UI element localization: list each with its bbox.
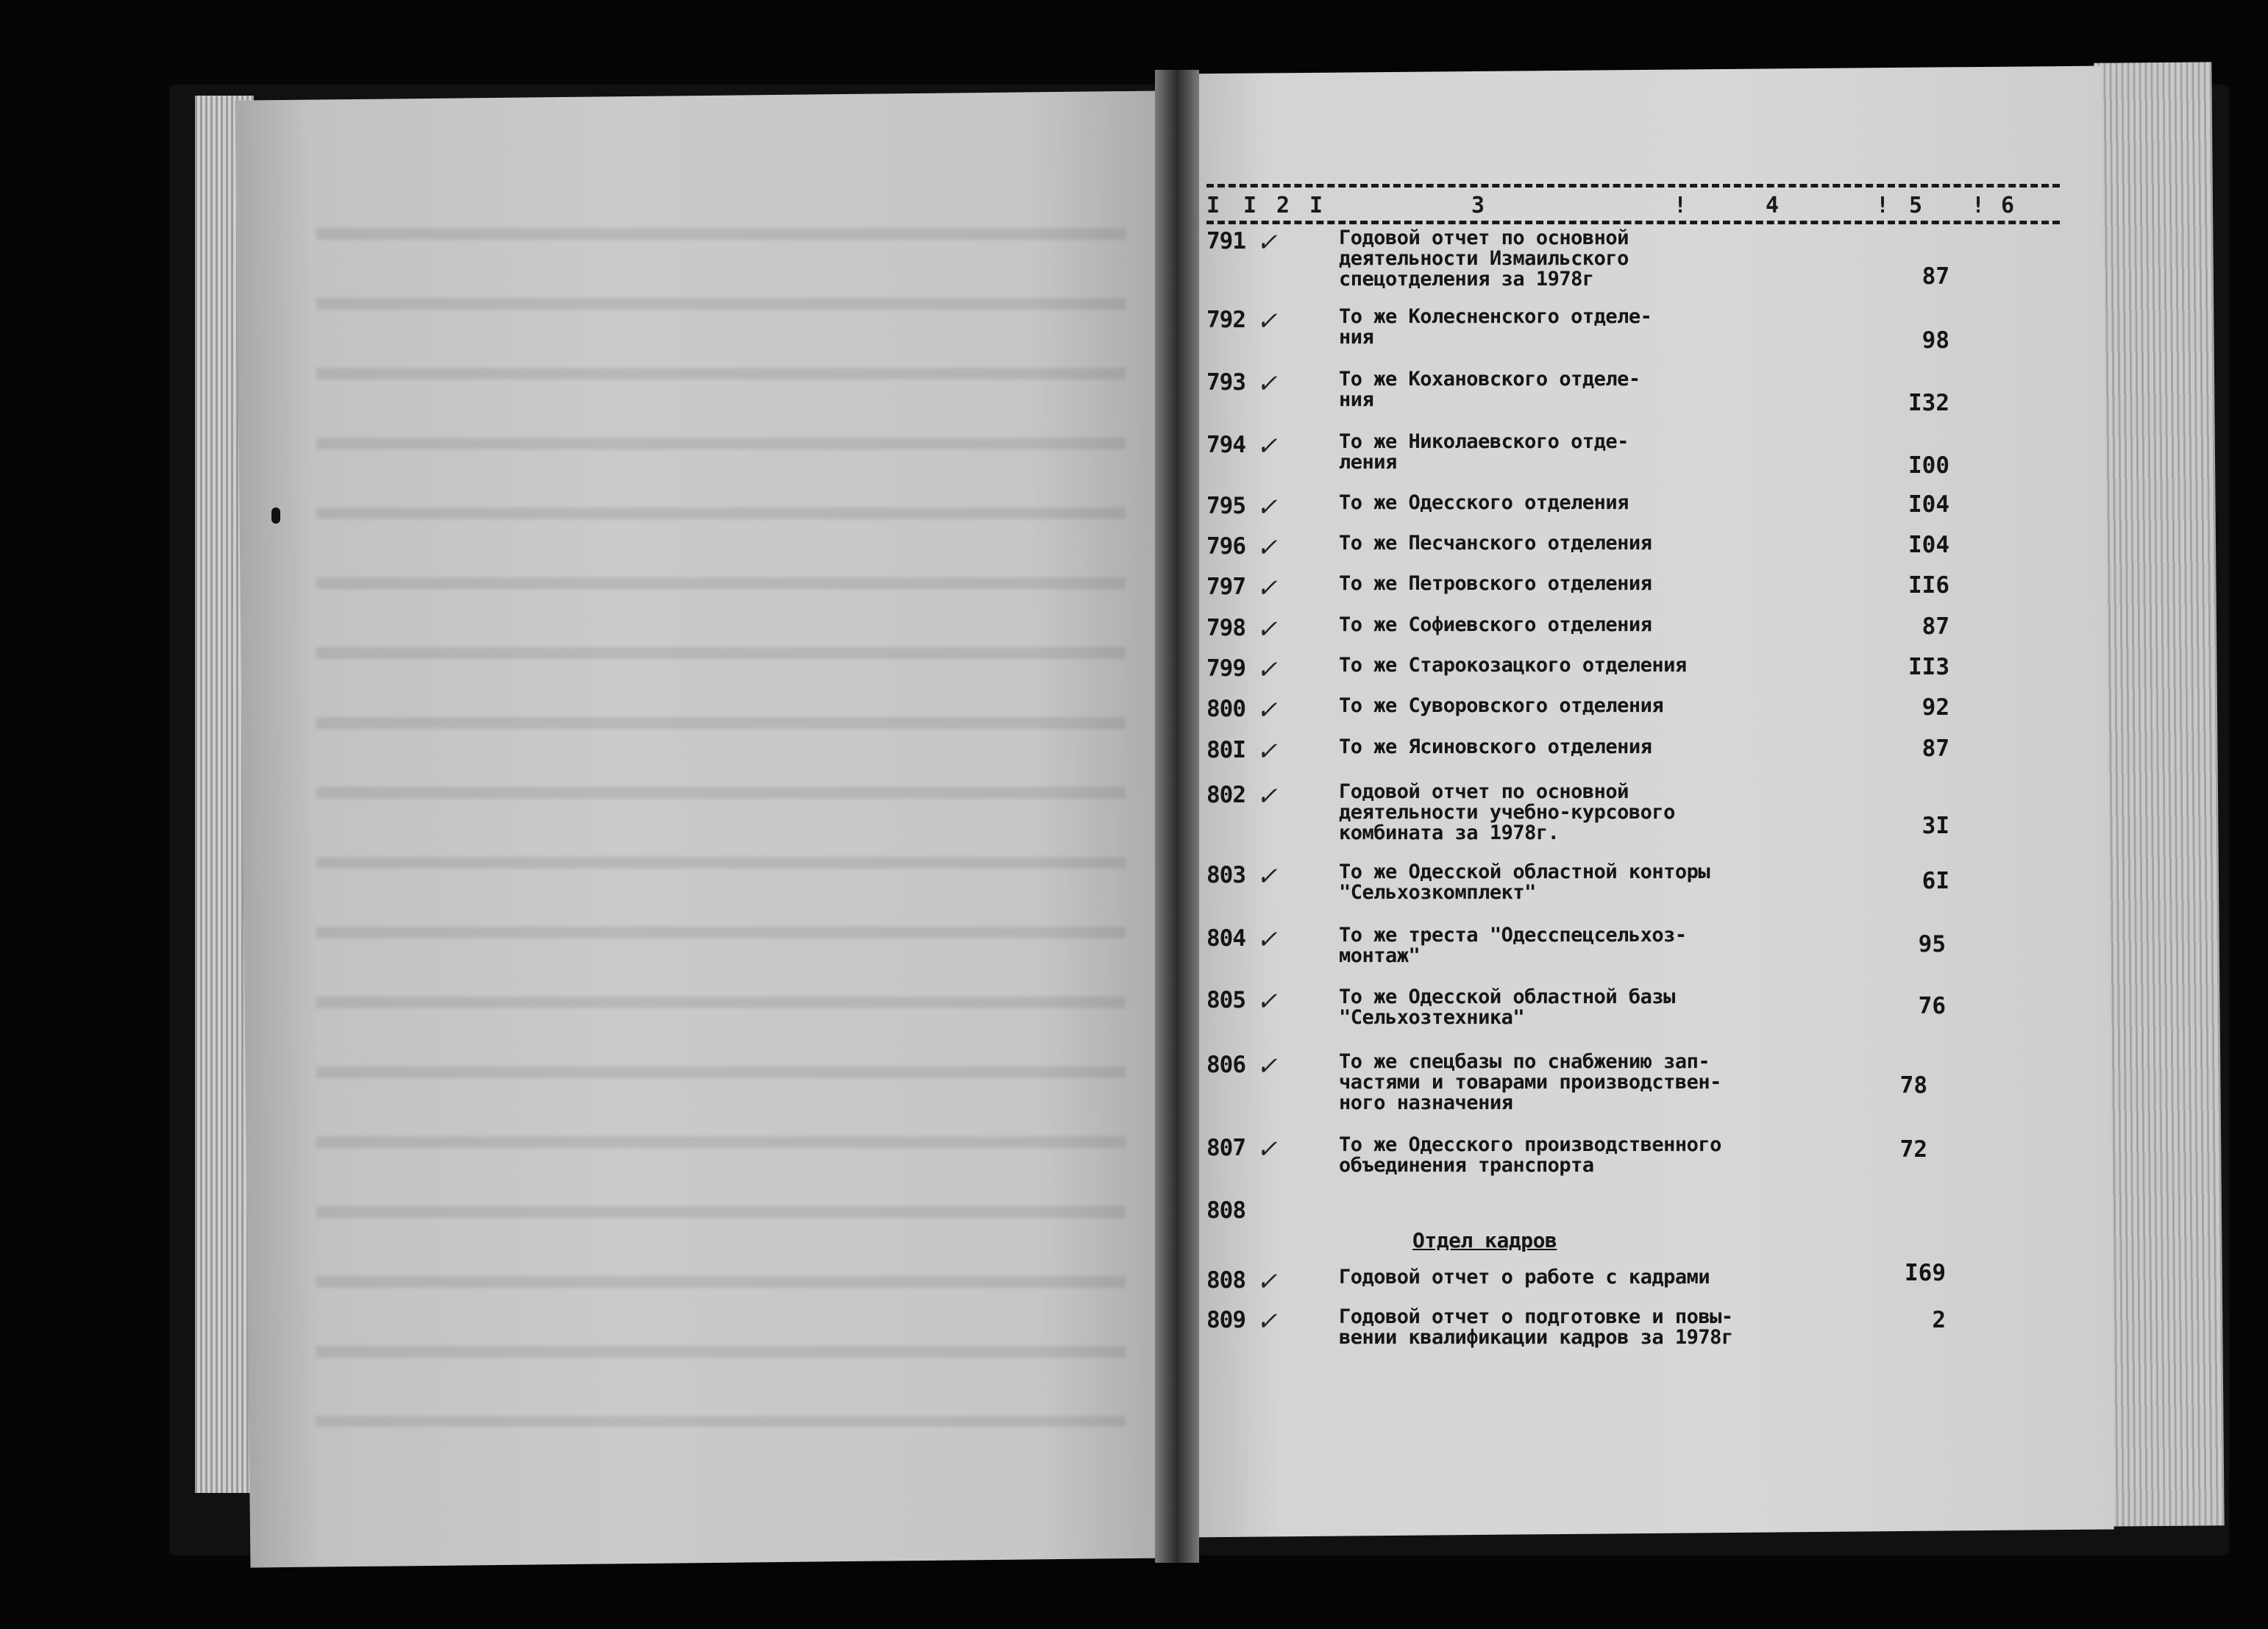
checkmark-icon: ✓	[1256, 782, 1278, 811]
checkmark-icon: ✓	[1256, 1267, 1278, 1297]
row-description: То же Одесского производственного объединения транспорта	[1339, 1133, 1721, 1177]
book-gutter	[1155, 70, 1199, 1563]
row-pages: 3I	[1922, 813, 1949, 839]
row-description: То же Одесского отделения	[1339, 491, 1629, 514]
checkmark-icon: ✓	[1256, 696, 1278, 725]
checkmark-icon: ✓	[1256, 615, 1278, 644]
row-description: То же Колесненского отделе- ния	[1339, 305, 1652, 349]
checkmark-icon: ✓	[1256, 655, 1278, 685]
checkmark-icon: ✓	[1256, 369, 1278, 399]
row-number: 800	[1206, 696, 1245, 722]
row-number: 791	[1206, 228, 1245, 254]
row-pages: II6	[1908, 572, 1949, 599]
row-pages: 72	[1899, 1136, 1927, 1163]
row-pages: I04	[1908, 491, 1949, 518]
col-header-3: 2	[1276, 193, 1290, 218]
row-number: 807	[1206, 1135, 1245, 1161]
row-description: То же Старокозацкого отделения	[1339, 654, 1687, 677]
row-pages: 76	[1918, 993, 1946, 1019]
col-header-4: I	[1309, 193, 1323, 218]
col-header-sep-2: !	[1876, 193, 1890, 218]
checkmark-icon: ✓	[1256, 925, 1278, 955]
col-header-1: I	[1206, 193, 1220, 218]
row-number: 798	[1206, 615, 1245, 641]
row-number: 80I	[1206, 737, 1245, 763]
row-description: То же Софиевского отделения	[1339, 613, 1652, 636]
row-number: 797	[1206, 574, 1245, 600]
row-pages: I00	[1908, 452, 1949, 479]
checkmark-icon: ✓	[1256, 228, 1278, 257]
row-number: 808	[1206, 1197, 1245, 1224]
header-top-rule	[1206, 184, 2060, 188]
row-pages: I32	[1908, 390, 1949, 416]
section-heading: Отдел кадров	[1412, 1228, 1557, 1252]
row-description: То же Николаевского отде- ления	[1339, 430, 1629, 474]
row-number: 803	[1206, 862, 1245, 888]
checkmark-icon: ✓	[1256, 862, 1278, 891]
row-number: 795	[1206, 493, 1245, 519]
row-pages: 87	[1922, 735, 1949, 762]
checkmark-icon: ✓	[1256, 432, 1278, 461]
left-page-bleedthrough	[316, 177, 1126, 1427]
col-header-6: 4	[1766, 193, 1780, 218]
row-number: 804	[1206, 925, 1245, 952]
row-description: То же Суворовского отделения	[1339, 694, 1664, 717]
header-bottom-rule	[1206, 221, 2060, 224]
row-description: Годовой отчет о подготовке и повы- вении квалификации кадров за 1978г	[1339, 1305, 1733, 1349]
col-header-2: I	[1243, 193, 1257, 218]
row-pages: 92	[1922, 694, 1949, 721]
binding-hole	[271, 507, 280, 524]
checkmark-icon: ✓	[1256, 987, 1278, 1016]
row-number: 792	[1206, 307, 1245, 333]
row-description: То же Ясиновского отделения	[1339, 735, 1652, 758]
checkmark-icon: ✓	[1256, 1052, 1278, 1081]
row-description: Годовой отчет по основной деятельности учебно-курсового комбината за 1978г.	[1339, 780, 1675, 844]
row-pages: 98	[1922, 327, 1949, 354]
row-number: 805	[1206, 987, 1245, 1013]
row-pages: 78	[1899, 1072, 1927, 1099]
row-description: То же треста "Одесспецсельхоз- монтаж"	[1339, 924, 1687, 967]
checkmark-icon: ✓	[1256, 493, 1278, 522]
row-pages: 95	[1918, 931, 1946, 958]
checkmark-icon: ✓	[1256, 1135, 1278, 1164]
col-header-5: 3	[1471, 193, 1485, 218]
col-header-8: 6	[2001, 193, 2015, 218]
row-description: То же Петровского отделения	[1339, 572, 1652, 595]
col-header-sep-1: !	[1674, 193, 1688, 218]
row-description: То же Песчанского отделения	[1339, 532, 1652, 555]
col-header-7: 5	[1909, 193, 1923, 218]
row-pages: 2	[1932, 1307, 1946, 1333]
row-description: Годовой отчет по основной деятельности Измаильского спецотделения за 1978г	[1339, 227, 1629, 290]
checkmark-icon: ✓	[1256, 307, 1278, 336]
row-number: 799	[1206, 655, 1245, 682]
row-number: 806	[1206, 1052, 1245, 1078]
row-pages: I04	[1908, 532, 1949, 558]
row-number: 793	[1206, 369, 1245, 396]
row-pages: II3	[1908, 654, 1949, 680]
row-number: 809	[1206, 1307, 1245, 1333]
row-number: 802	[1206, 782, 1245, 808]
row-number: 794	[1206, 432, 1245, 458]
row-number: 808	[1206, 1267, 1245, 1294]
row-pages: 87	[1922, 613, 1949, 640]
row-description: Годовой отчет о работе с кадрами	[1339, 1266, 1710, 1288]
checkmark-icon: ✓	[1256, 1307, 1278, 1336]
row-pages: 6I	[1922, 868, 1949, 894]
checkmark-icon: ✓	[1256, 737, 1278, 766]
row-pages: I69	[1905, 1260, 1946, 1286]
row-description: То же Кохановского отделе- ния	[1339, 368, 1640, 411]
row-description: То же Одесской областной базы "Сельхозтехника"	[1339, 985, 1675, 1029]
col-header-sep-3: !	[1972, 193, 1986, 218]
row-description: То же Одесской областной конторы "Сельхозкомплект"	[1339, 860, 1710, 904]
row-pages: 87	[1922, 263, 1949, 290]
right-page-stack	[2094, 62, 2224, 1526]
row-description: То же спецбазы по снабжению зап- частями и товарами производствен- ного назначения	[1339, 1050, 1721, 1114]
checkmark-icon: ✓	[1256, 533, 1278, 563]
checkmark-icon: ✓	[1256, 574, 1278, 603]
row-number: 796	[1206, 533, 1245, 560]
